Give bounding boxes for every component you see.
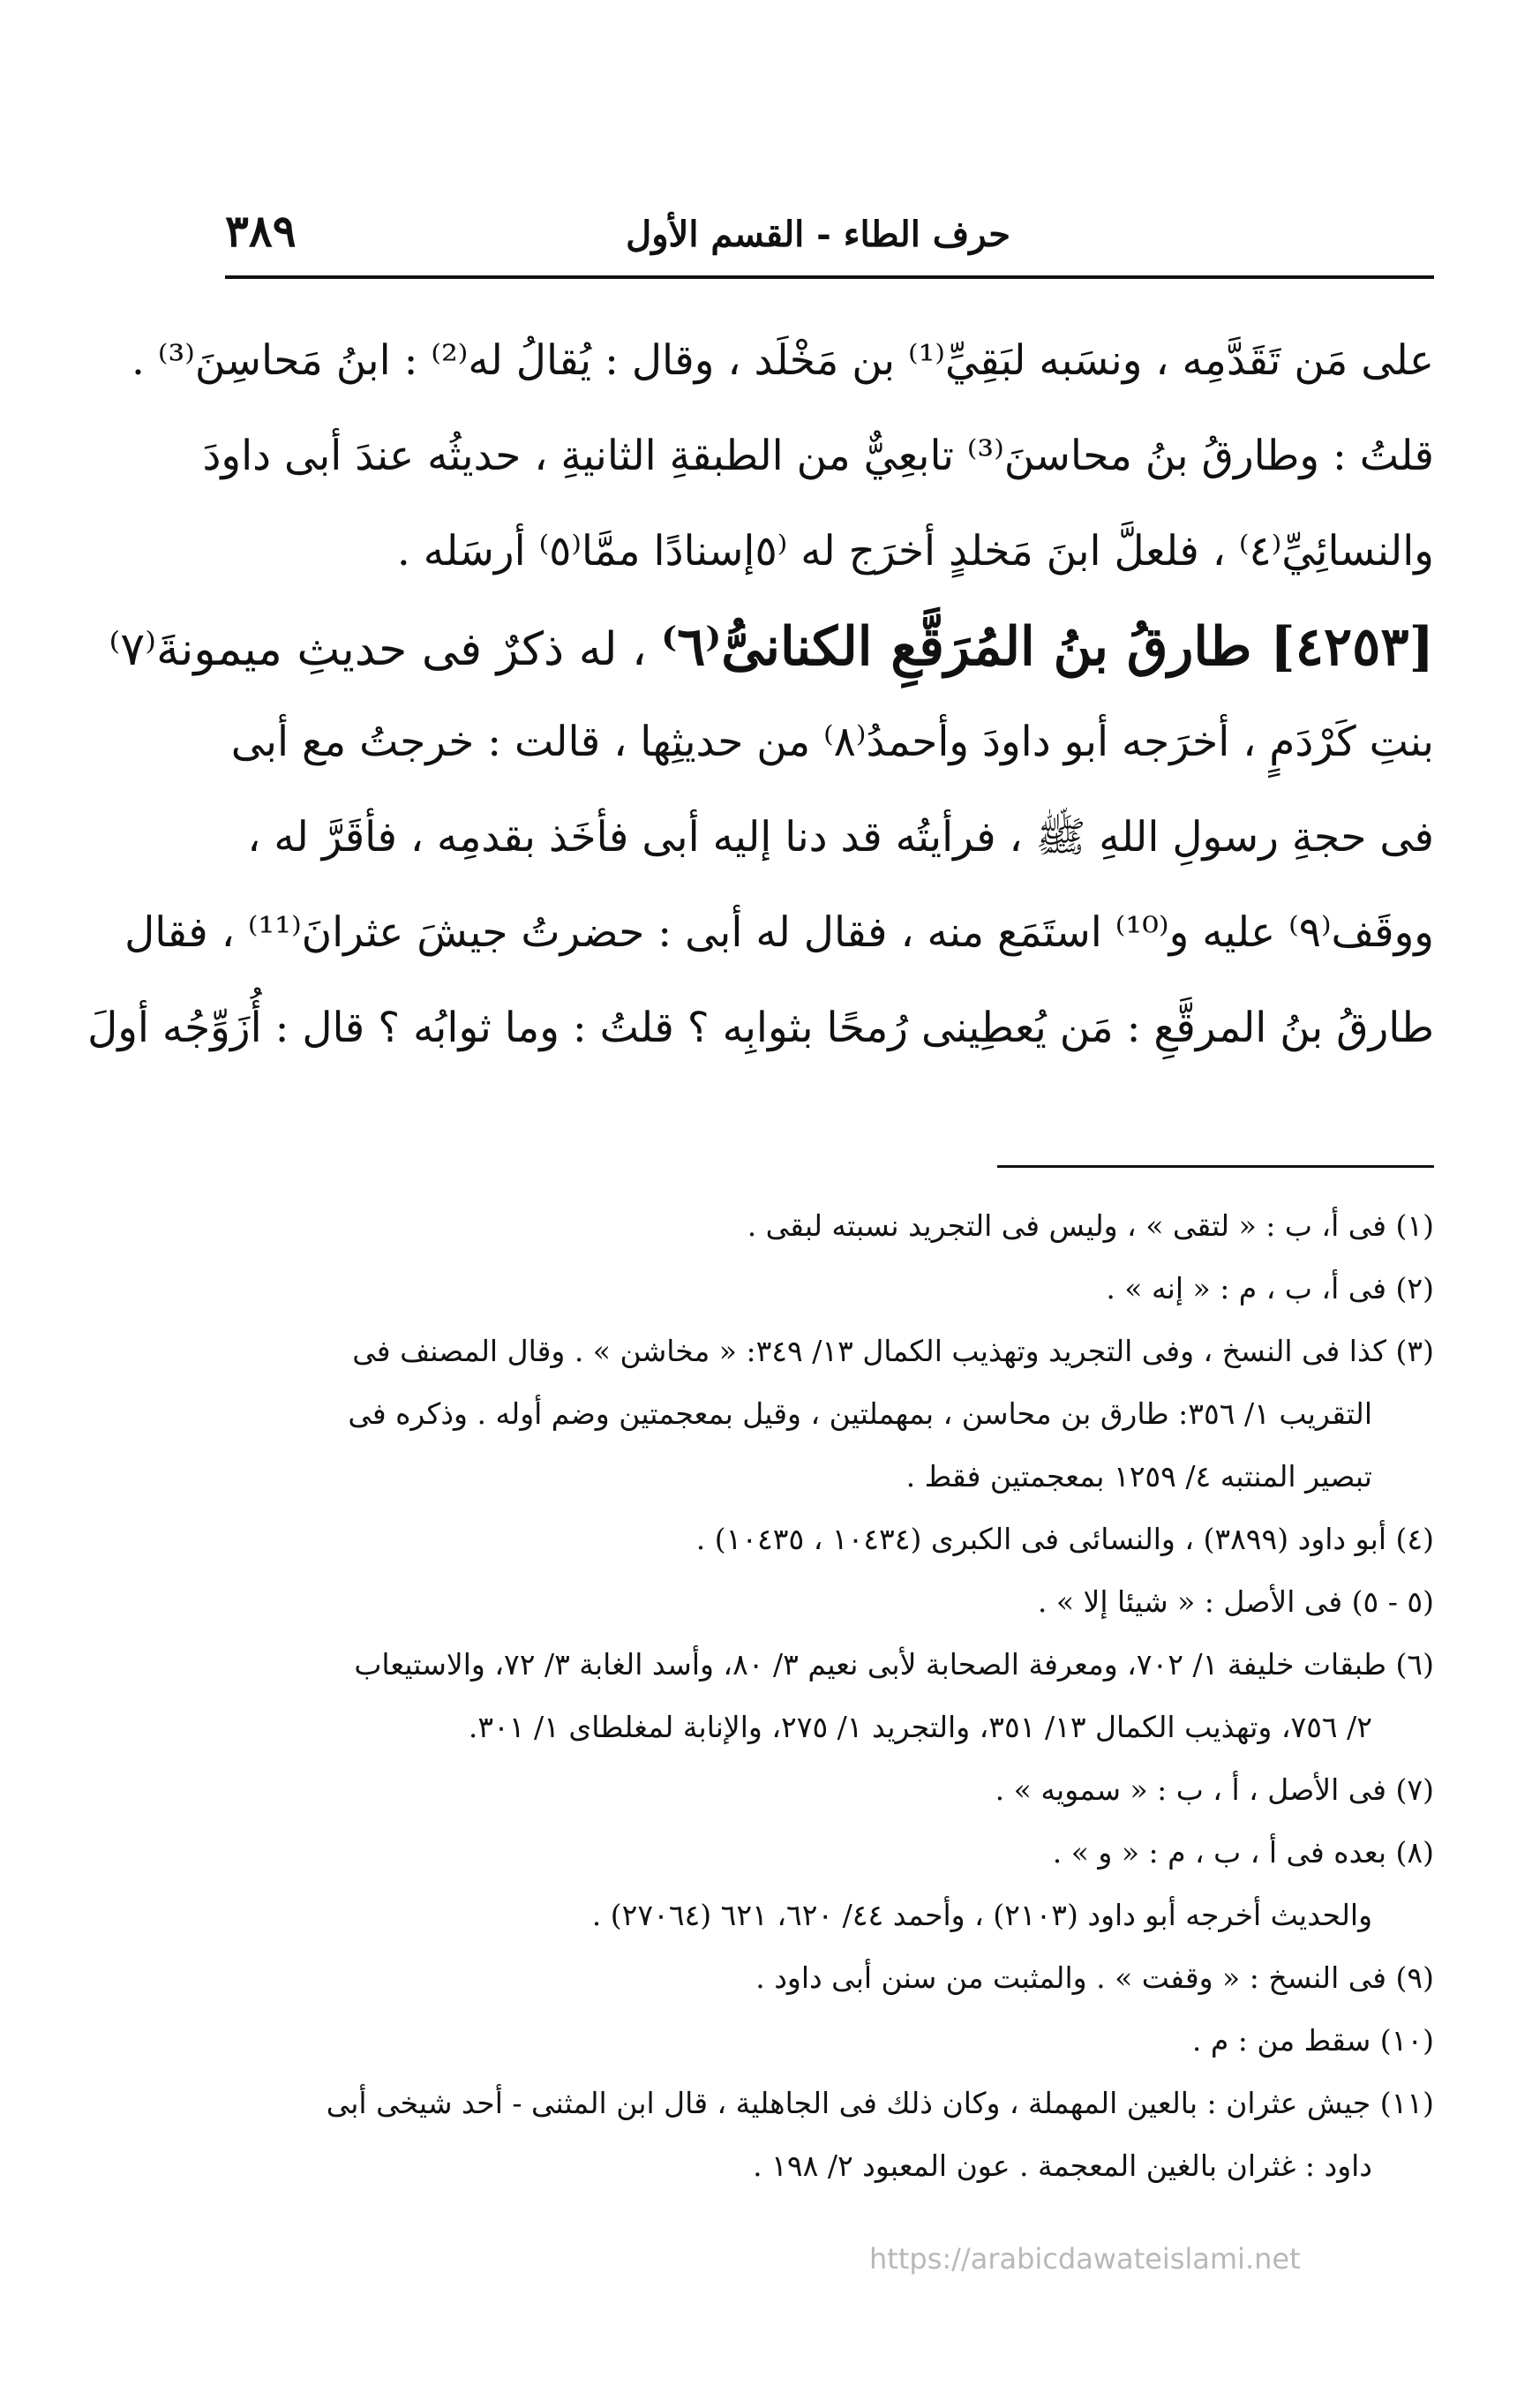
footnote-line: داود : غثران بالغين المعجمة . عون المعبود ٢/ ١٩٨ .	[753, 2148, 1372, 2183]
watermark: https://arabicdawateislami.net	[869, 2242, 1301, 2276]
footnote-line: (١١) جيش عثران : بالعين المهملة ، وكان ذلك فى الجاهلية ، قال ابن المثنى - أحد شيخى أبى	[326, 2086, 1434, 2120]
footnote-line: تبصير المنتبه ٤/ ١٢٥٩ بمعجمتين فقط .	[905, 1459, 1372, 1494]
footnote-line: (٧) فى الأصل ، أ ، ب : « سمويه » .	[995, 1772, 1434, 1807]
page-number: ٣٨٩	[225, 205, 297, 257]
text-line: والنسائِيِّ⁽٤⁾ ، فلعلَّ ابنَ مَخلدٍ أخرَج له ⁽٥إسنادًا ممَّا⁽٥⁾ أرسَله .	[396, 527, 1434, 576]
footnote-line: (٦) طبقات خليفة ١/ ٧٠٢، ومعرفة الصحابة لأبى نعيم ٣/ ٨٠، وأسد الغابة ٣/ ٧٢، والاستيعاب	[354, 1647, 1434, 1682]
footnote-line: (٨) بعده فى أ ، ب ، م : « و » .	[1052, 1835, 1434, 1870]
entry-heading-line	[109, 599, 1434, 695]
footnote-line: (١٠) سقط من : م .	[1191, 2023, 1434, 2058]
footnotes	[225, 1194, 1434, 2197]
footnote-line: (٥ - ٥) فى الأصل : « شيئا إلا » .	[1037, 1584, 1434, 1619]
entry-head-rest: ، له ذكرٌ فى حديثِ ميمونةَ⁽٧⁾	[109, 623, 662, 676]
footnote-line: التقريب ١/ ٣٥٦: طارق بن محاسن ، بمهملتين ، وقيل بمعجمتين وضم أوله . وذكره فى	[348, 1396, 1372, 1431]
footnote-line: (٤) أبو داود (٣٨٩٩) ، والنسائى فى الكبرى (١٠٤٣٤ ، ١٠٤٣٥) .	[695, 1522, 1434, 1556]
text-line: بنتِ كَرْدَمٍ ، أخرَجه أبو داودَ وأحمدُ⁽٨⁾ من حديثِها ، قالت : خرجتُ مع أبى	[230, 718, 1434, 766]
running-title: حرف الطاء - القسم الأول	[626, 214, 1010, 255]
footnote-line: (١) فى أ، ب : « لتقى » ، وليس فى التجريد نسبته لبقى .	[747, 1208, 1434, 1243]
text-line: ووقَف⁽٩⁾ عليه و⁽¹⁰⁾ استَمَع منه ، فقال له أبى : حضرتُ جيشَ عثرانَ⁽¹¹⁾ ، فقال	[124, 908, 1434, 957]
text-line: قلتُ : وطارقُ بنُ محاسنَ⁽³⁾ تابعِيٌّ من الطبقةِ الثانيةِ ، حديثُه عندَ أبى داودَ	[202, 432, 1434, 480]
text-line: فى حجةِ رسولِ اللهِ ﷺ ، فرأيتُه قد دنا إليه أبى فأخَذ بقدمِه ، فأقَرَّ له ،	[247, 813, 1434, 862]
footnote-line: ٢/ ٧٥٦، وتهذيب الكمال ١٣/ ٣٥١، والتجريد ١/ ٢٧٥، والإنابة لمغلطاى ١/ ٣٠١.	[468, 1710, 1372, 1744]
text-line: على مَن تَقَدَّمِه ، ونسَبه لبَقِيِّ⁽¹⁾ بن مَخْلَد ، وقال : يُقالُ له⁽²⁾ : ابنُ مَحاسِنَ⁽³⁾ .	[131, 336, 1434, 385]
footnote-line: (٣) كذا فى النسخ ، وفى التجريد وتهذيب الكمال ١٣/ ٣٤٩: « مخاشن » . وقال المصنف فى	[352, 1334, 1434, 1368]
footnote-line: والحديث أخرجه أبو داود (٢١٠٣) ، وأحمد ٤٤/ ٦٢٠، ٦٢١ (٢٧٠٦٤) .	[591, 1898, 1372, 1932]
main-text	[87, 313, 1434, 1076]
page-header	[225, 187, 1434, 279]
text-line: طارقُ بنُ المرقَّعِ : مَن يُعطِينى رُمحًا بثوابِه ؟ قلتُ : وما ثوابُه ؟ قال : أُزَوِّجُه أولَ	[87, 1004, 1434, 1052]
footnote-line: (٩) فى النسخ : « وقفت » . والمثبت من سنن أبى داود .	[755, 1960, 1434, 1995]
footnote-line: (٢) فى أ، ب ، م : « إنه » .	[1106, 1271, 1434, 1306]
footnote-separator	[997, 1165, 1434, 1168]
entry-head: [٤٢٥٣] طارقُ بنُ المُرَقَّعِ الكنانىُّ⁽٦⁾	[661, 616, 1434, 678]
